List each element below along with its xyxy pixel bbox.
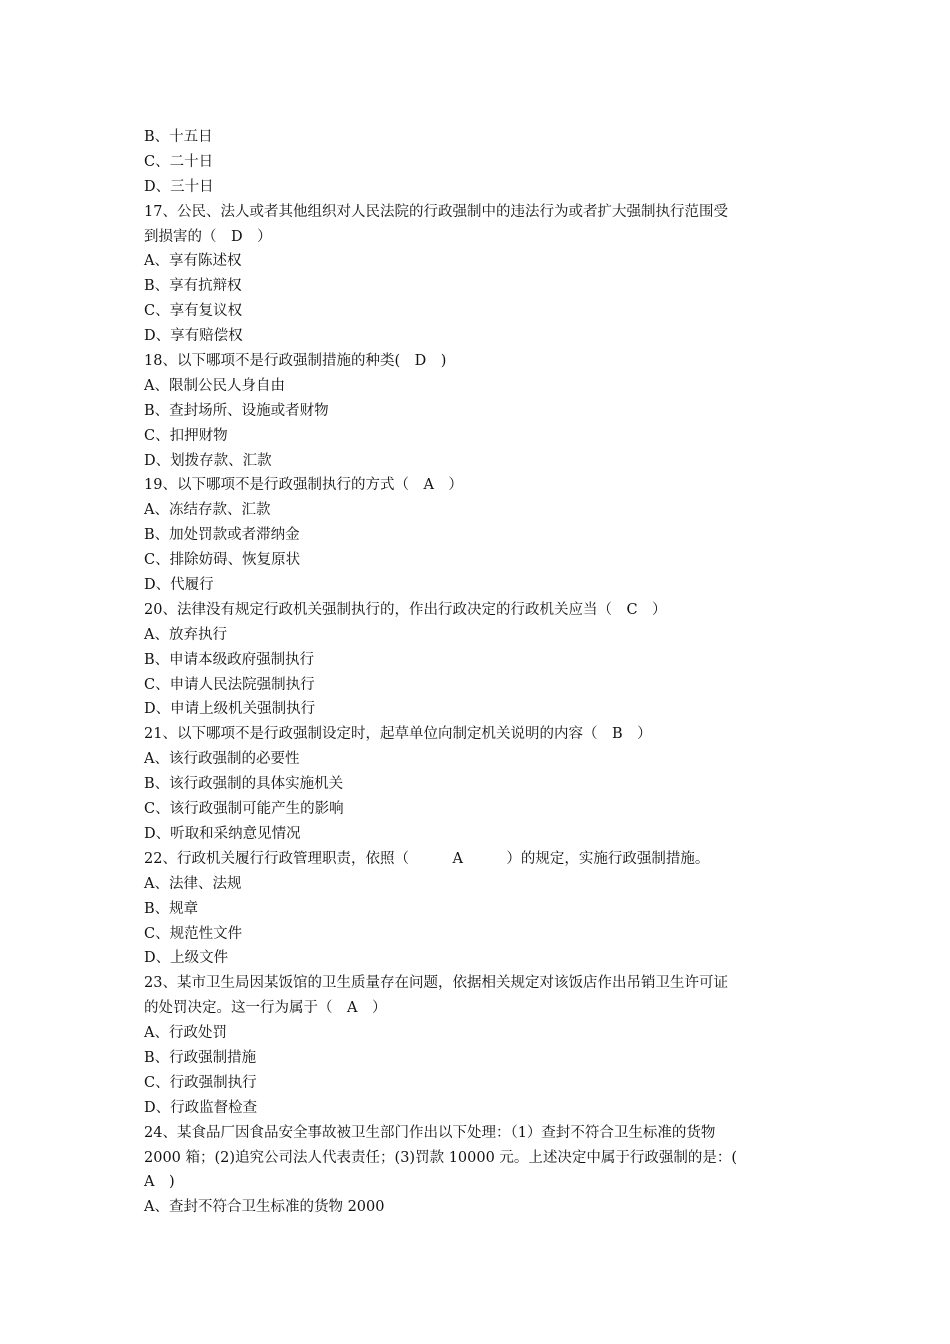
option-line: B、行政强制措施 — [144, 1049, 257, 1066]
option-line: C、二十日 — [144, 153, 214, 170]
option-line: B、查封场所、设施或者财物 — [144, 402, 329, 419]
option-line: C、该行政强制可能产生的影响 — [144, 801, 344, 818]
option-line: C、享有复议权 — [144, 303, 243, 320]
question-23-text: 23、某市卫生局因某饭馆的卫生质量存在问题，依据相关规定对该饭店作出吊销卫生许可证 — [144, 975, 728, 992]
option-line: D、听取和采纳意见情况 — [144, 825, 301, 842]
question-24-text: 24、某食品厂因食品安全事故被卫生部门作出以下处理：（1）查封不符合卫生标准的货物 — [144, 1124, 716, 1141]
option-line: B、该行政强制的具体实施机关 — [144, 776, 344, 793]
option-line: D、享有赔偿权 — [144, 328, 243, 345]
question-20-text: 20、法律没有规定行政机关强制执行的，作出行政决定的行政机关应当（ C ） — [144, 601, 667, 618]
option-line: A、限制公民人身自由 — [144, 377, 285, 394]
option-line: A、冻结存款、汇款 — [144, 502, 271, 519]
option-line: A、行政处罚 — [144, 1025, 227, 1042]
question-23-text-cont: 的处罚决定。这一行为属于（ A ） — [144, 1000, 387, 1017]
option-line: A、该行政强制的必要性 — [144, 751, 300, 768]
document-page — [144, 125, 816, 1220]
question-21-text: 21、以下哪项不是行政强制设定时，起草单位向制定机关说明的内容（ B ） — [144, 726, 652, 743]
option-line: D、行政监督检查 — [144, 1099, 258, 1116]
option-line: B、十五日 — [144, 129, 213, 145]
option-line: D、三十日 — [144, 178, 214, 195]
option-line: A、享有陈述权 — [144, 253, 242, 270]
option-line: D、划拨存款、汇款 — [144, 452, 272, 469]
option-line: C、排除妨碍、恢复原状 — [144, 552, 301, 569]
question-17-text-cont: 到损害的（ D ） — [144, 228, 272, 245]
question-19-text: 19、以下哪项不是行政强制执行的方式（ A ） — [144, 477, 463, 494]
option-line: D、上级文件 — [144, 950, 229, 967]
option-line: C、扣押财物 — [144, 427, 228, 444]
question-24-answer: A ) — [144, 1174, 175, 1191]
option-line: B、加处罚款或者滞纳金 — [144, 527, 300, 544]
option-line: D、代履行 — [144, 577, 214, 594]
option-line: A、法律、法规 — [144, 875, 242, 892]
question-24-text-cont: 2000 箱；(2)追究公司法人代表责任；(3)罚款 10000 元。上述决定中属于行政强制的是：( — [144, 1149, 738, 1166]
option-line: B、申请本级政府强制执行 — [144, 651, 315, 668]
option-line: C、申请人民法院强制执行 — [144, 676, 315, 693]
question-18-text: 18、以下哪项不是行政强制措施的种类( D ) — [144, 353, 447, 370]
option-line: B、享有抗辩权 — [144, 278, 242, 295]
option-line: C、行政强制执行 — [144, 1074, 257, 1091]
question-17-text: 17、公民、法人或者其他组织对人民法院的行政强制中的违法行为或者扩大强制执行范围受 — [144, 203, 728, 220]
option-line: C、规范性文件 — [144, 925, 243, 942]
option-line: A、查封不符合卫生标准的货物 2000 — [144, 1199, 385, 1216]
option-line: B、规章 — [144, 900, 199, 917]
option-line: D、申请上级机关强制执行 — [144, 701, 316, 718]
question-22-text: 22、行政机关履行行政管理职责，依照（ A ）的规定，实施行政强制措施。 — [144, 850, 710, 867]
option-line: A、放弃执行 — [144, 626, 227, 643]
